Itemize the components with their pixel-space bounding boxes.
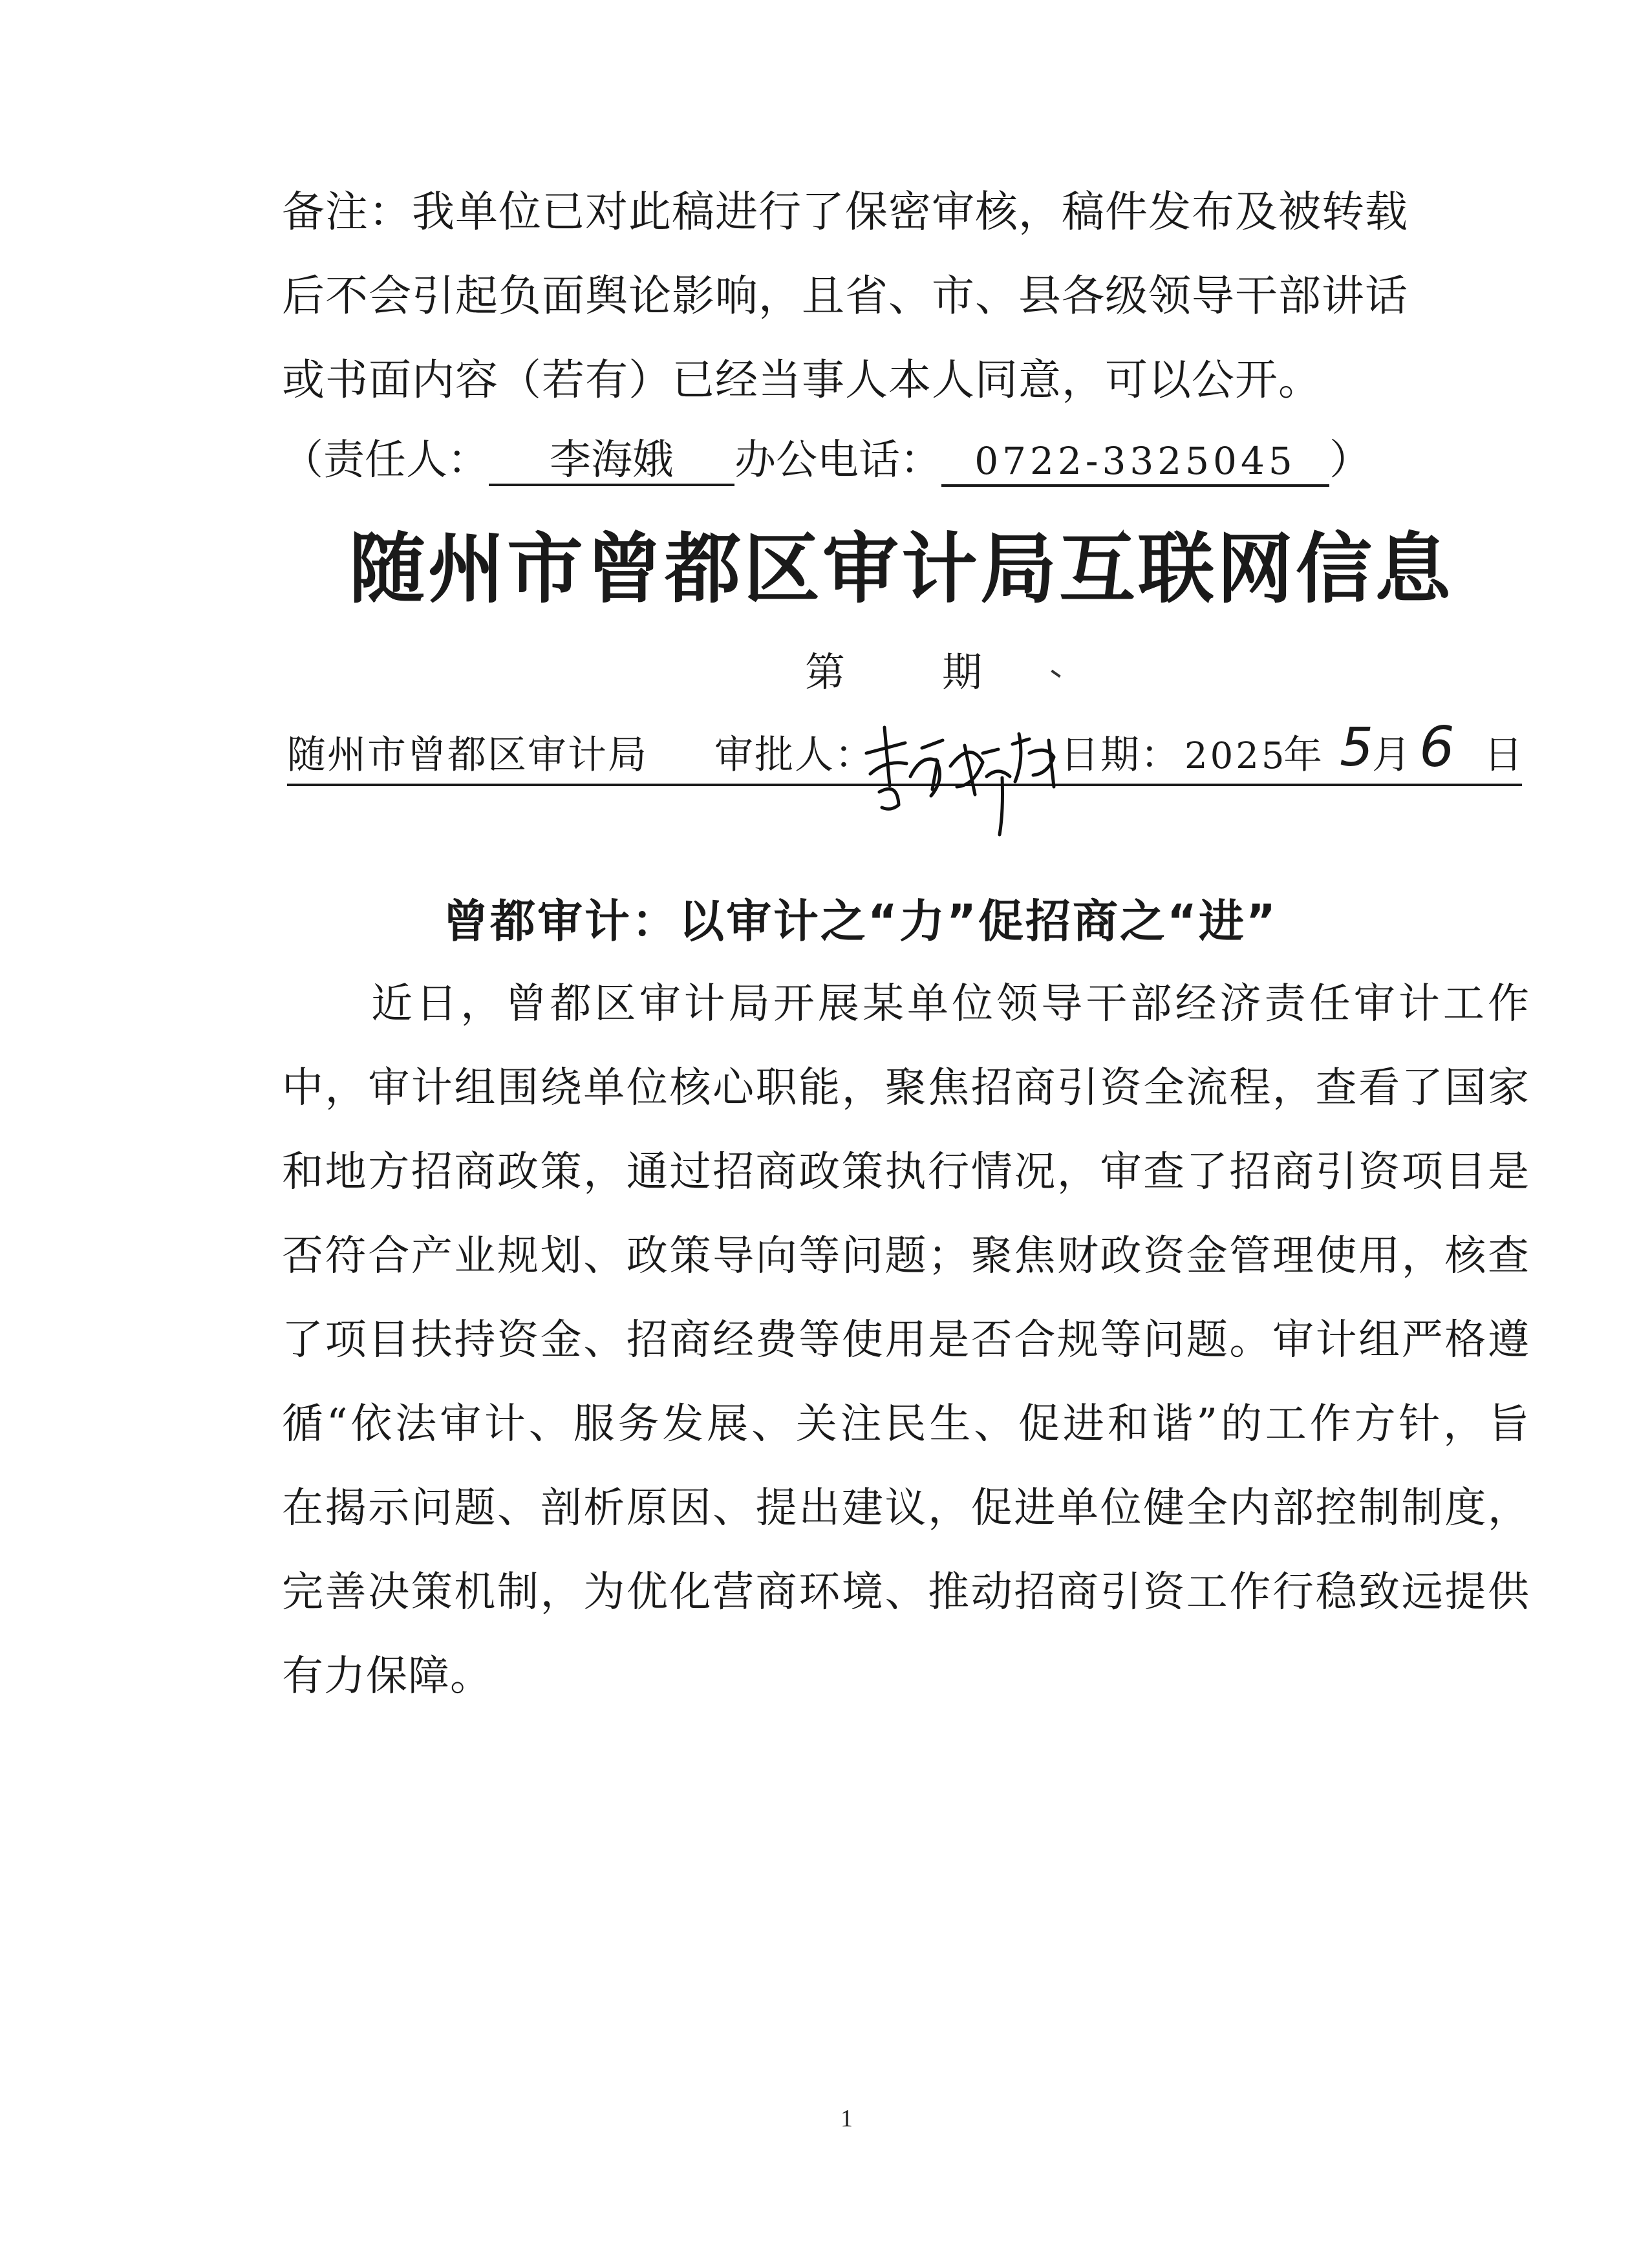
- date-year-unit: 年: [1283, 733, 1322, 778]
- approver-signature: [860, 714, 1067, 837]
- date-day-unit: 日: [1484, 733, 1523, 778]
- close-paren: ）: [1329, 436, 1371, 484]
- open-paren: （: [282, 436, 323, 484]
- date-month-handwritten: 5: [1340, 717, 1374, 778]
- responsible-label: 责任人：: [323, 436, 489, 484]
- note-line-1: 备注：我单位已对此稿进行了保密审核，稿件发布及被转载: [282, 187, 1408, 237]
- date-day-handwritten: 6: [1419, 715, 1455, 780]
- date-label: 日期：: [1060, 733, 1181, 778]
- responsible-name: 李海娥: [489, 437, 734, 486]
- note-line-2: 后不会引起负面舆论影响，且省、市、县各级领导干部讲话: [282, 271, 1408, 321]
- article-title: 曾都审计：以审计之“力”促招商之“进”: [443, 895, 1278, 948]
- issuing-unit: 随州市曾都区审计局: [287, 733, 648, 778]
- phone-label: 办公电话：: [734, 436, 941, 484]
- body-line-8: 完善决策机制，为优化营商环境、推动招商引资工作行稳致远提供: [282, 1568, 1530, 1616]
- stray-mark: [1051, 670, 1060, 678]
- issue-prefix: 第: [805, 648, 846, 696]
- date-year: 2025: [1184, 735, 1287, 777]
- approver-label: 审批人：: [714, 733, 875, 778]
- body-line-4: 否符合产业规划、政策导向等问题；聚焦财政资金管理使用，核查: [282, 1232, 1530, 1280]
- contact-line: [282, 437, 1371, 487]
- body-line-2: 中，审计组围绕单位核心职能，聚焦招商引资全流程，查看了国家: [282, 1064, 1530, 1112]
- body-line-7: 在揭示问题、剖析原因、提出建议，促进单位健全内部控制制度，: [282, 1484, 1530, 1532]
- body-line-3: 和地方招商政策，通过招商政策执行情况，审查了招商引资项目是: [282, 1148, 1530, 1196]
- page-number: 1: [841, 2105, 853, 2132]
- body-line-1: 近日，曾都区审计局开展某单位领导干部经济责任审计工作: [282, 980, 1530, 1028]
- issue-suffix: 期: [942, 648, 983, 696]
- note-line-3: 或书面内容（若有）已经当事人本人同意，可以公开。: [282, 355, 1322, 405]
- phone-number: 0722-3325045: [941, 438, 1329, 487]
- body-line-5: 了项目扶持资金、招商经费等使用是否合规等问题。审计组严格遵: [282, 1316, 1530, 1364]
- body-line-9: 有力保障。: [282, 1653, 492, 1700]
- body-line-6: 循“依法审计、服务发展、关注民生、促进和谐”的工作方针，旨: [282, 1400, 1530, 1448]
- date-month-unit: 月: [1372, 733, 1411, 778]
- issue-number: [805, 650, 982, 695]
- masthead-title: 随州市曾都区审计局互联网信息: [349, 524, 1454, 614]
